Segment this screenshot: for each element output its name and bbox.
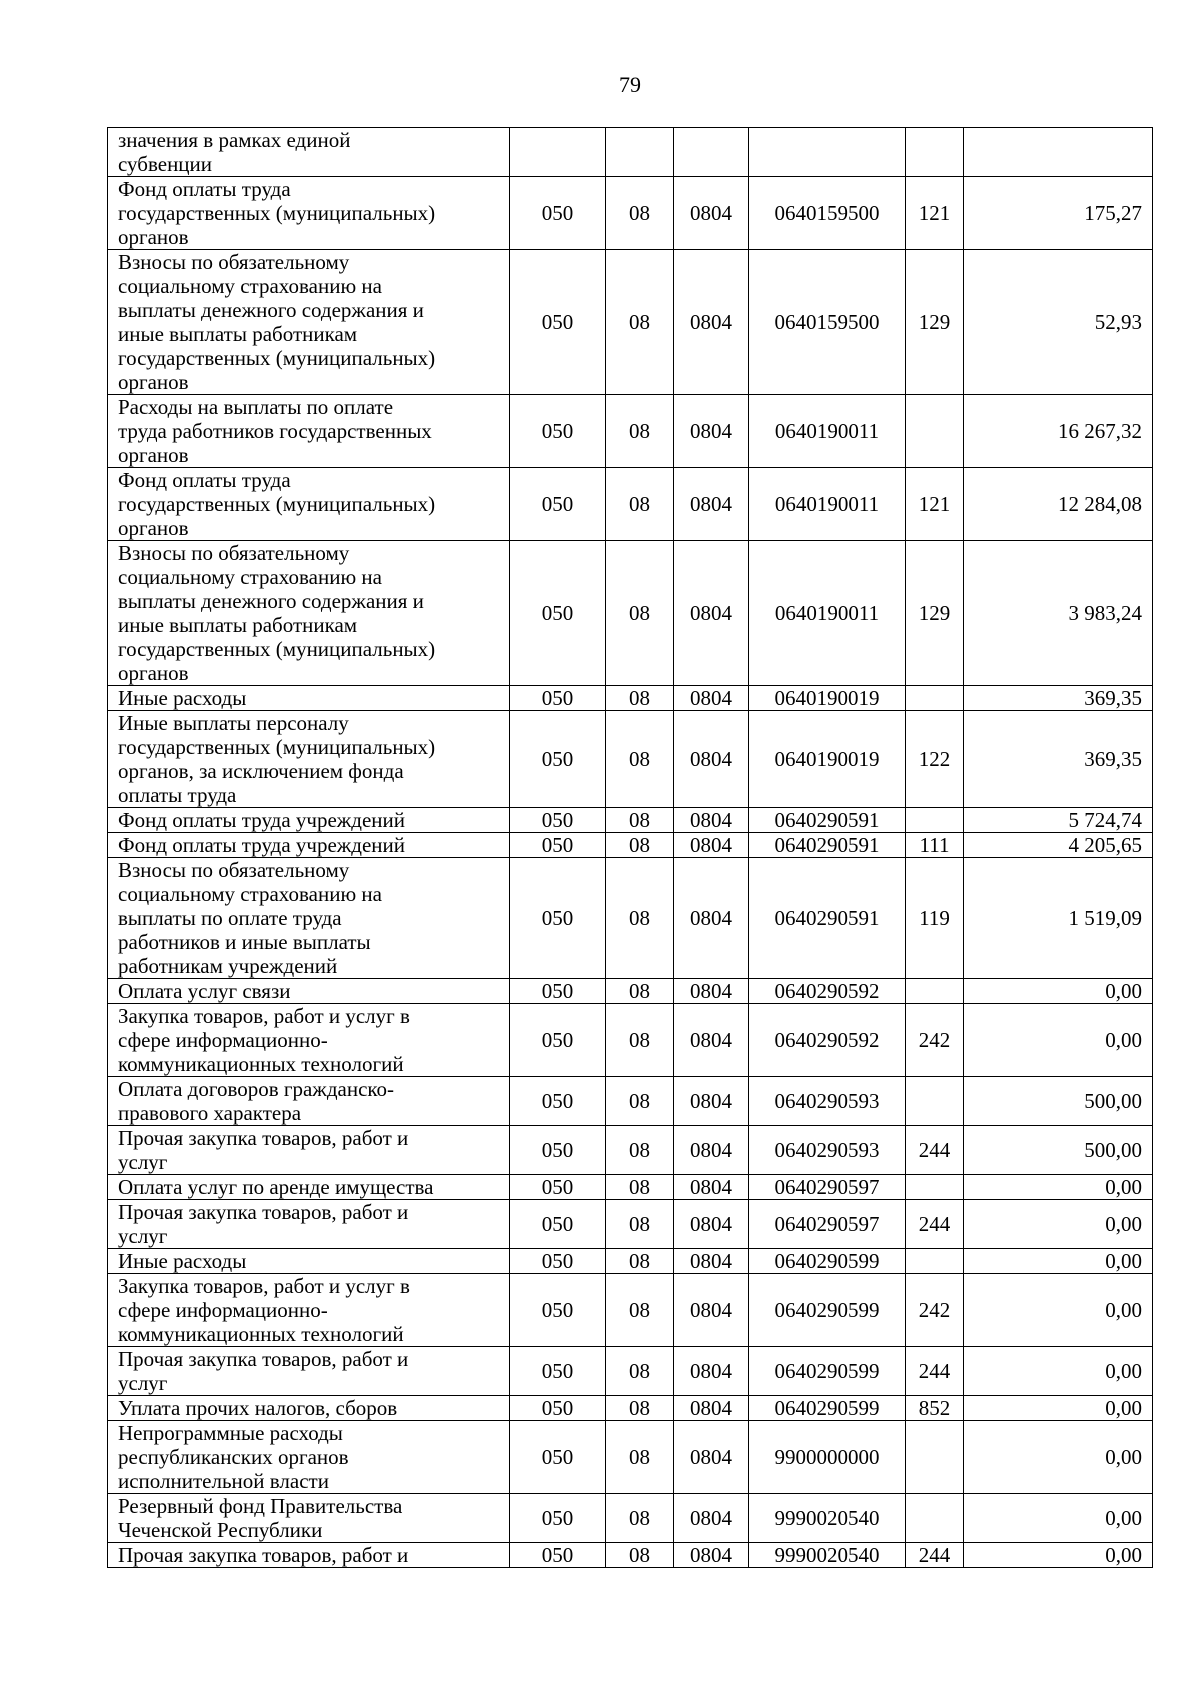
row-amount: 369,35 [964, 711, 1153, 808]
row-name: Фонд оплаты труда учреждений [108, 808, 510, 833]
row-section-code: 08 [606, 711, 674, 808]
row-section-code: 08 [606, 1396, 674, 1421]
row-section-code: 08 [606, 1274, 674, 1347]
row-target-code: 0640290599 [749, 1249, 906, 1274]
row-subsection-code: 0804 [674, 808, 749, 833]
row-name: Иные выплаты персоналу государственных (муниципальных) органов, за исключением фонда оплаты труда [108, 711, 510, 808]
row-amount [964, 128, 1153, 177]
row-subsection-code: 0804 [674, 833, 749, 858]
row-target-code: 0640290597 [749, 1200, 906, 1249]
row-expense-type-code: 242 [906, 1274, 964, 1347]
row-subsection-code: 0804 [674, 1249, 749, 1274]
row-subsection-code: 0804 [674, 395, 749, 468]
row-expense-type-code [906, 1077, 964, 1126]
row-amount: 500,00 [964, 1126, 1153, 1175]
table-row [108, 833, 1153, 858]
row-gr-code: 050 [510, 541, 606, 686]
row-name: Взносы по обязательному социальному страхованию на выплаты денежного содержания и иные выплаты работникам государственных (муниципальных) органов [108, 541, 510, 686]
row-gr-code: 050 [510, 711, 606, 808]
row-target-code: 0640290593 [749, 1126, 906, 1175]
row-target-code: 0640290593 [749, 1077, 906, 1126]
table-row [108, 1494, 1153, 1543]
row-section-code: 08 [606, 833, 674, 858]
row-subsection-code: 0804 [674, 1274, 749, 1347]
table-row [108, 1077, 1153, 1126]
row-name: Непрограммные расходы республиканских органов исполнительной власти [108, 1421, 510, 1494]
budget-table [107, 127, 1153, 1568]
page-number: 79 [619, 72, 641, 97]
row-gr-code: 050 [510, 1249, 606, 1274]
row-amount: 500,00 [964, 1077, 1153, 1126]
row-expense-type-code: 244 [906, 1200, 964, 1249]
row-target-code: 0640190011 [749, 468, 906, 541]
row-target-code: 0640159500 [749, 177, 906, 250]
row-gr-code: 050 [510, 833, 606, 858]
row-amount: 0,00 [964, 1274, 1153, 1347]
table-row [108, 858, 1153, 979]
row-amount: 3 983,24 [964, 541, 1153, 686]
row-target-code: 0640290591 [749, 858, 906, 979]
row-target-code: 0640290592 [749, 1004, 906, 1077]
row-name: Оплата услуг по аренде имущества [108, 1175, 510, 1200]
row-amount: 0,00 [964, 1175, 1153, 1200]
row-subsection-code: 0804 [674, 711, 749, 808]
row-amount: 5 724,74 [964, 808, 1153, 833]
table-row [108, 1347, 1153, 1396]
row-gr-code: 050 [510, 1421, 606, 1494]
table-row [108, 128, 1153, 177]
table-row [108, 808, 1153, 833]
row-subsection-code: 0804 [674, 541, 749, 686]
row-amount: 175,27 [964, 177, 1153, 250]
row-subsection-code: 0804 [674, 1347, 749, 1396]
row-section-code: 08 [606, 858, 674, 979]
row-section-code: 08 [606, 541, 674, 686]
row-target-code: 0640190019 [749, 711, 906, 808]
row-gr-code: 050 [510, 1274, 606, 1347]
table-row [108, 1175, 1153, 1200]
row-target-code: 0640190011 [749, 395, 906, 468]
table-row [108, 468, 1153, 541]
row-amount: 0,00 [964, 979, 1153, 1004]
row-amount: 0,00 [964, 1396, 1153, 1421]
row-gr-code: 050 [510, 1543, 606, 1568]
row-expense-type-code [906, 1175, 964, 1200]
row-section-code: 08 [606, 1200, 674, 1249]
row-expense-type-code [906, 395, 964, 468]
row-gr-code: 050 [510, 1004, 606, 1077]
row-amount: 0,00 [964, 1249, 1153, 1274]
row-expense-type-code [906, 1421, 964, 1494]
row-amount: 0,00 [964, 1004, 1153, 1077]
row-name: Резервный фонд Правительства Чеченской Республики [108, 1494, 510, 1543]
row-expense-type-code: 129 [906, 541, 964, 686]
row-gr-code [510, 128, 606, 177]
row-subsection-code: 0804 [674, 177, 749, 250]
row-name: Взносы по обязательному социальному страхованию на выплаты денежного содержания и иные выплаты работникам государственных (муниципальных) органов [108, 250, 510, 395]
row-name: Прочая закупка товаров, работ и услуг [108, 1347, 510, 1396]
row-name: Иные расходы [108, 686, 510, 711]
row-target-code: 0640290599 [749, 1274, 906, 1347]
row-name: Оплата договоров гражданско- правового характера [108, 1077, 510, 1126]
row-subsection-code: 0804 [674, 1421, 749, 1494]
row-name: значения в рамках единой субвенции [108, 128, 510, 177]
row-expense-type-code: 122 [906, 711, 964, 808]
row-expense-type-code: 852 [906, 1396, 964, 1421]
table-row [108, 1543, 1153, 1568]
table-row [108, 1421, 1153, 1494]
row-section-code: 08 [606, 979, 674, 1004]
table-row [108, 1396, 1153, 1421]
row-section-code: 08 [606, 468, 674, 541]
row-subsection-code: 0804 [674, 979, 749, 1004]
table-row [108, 177, 1153, 250]
row-gr-code: 050 [510, 1396, 606, 1421]
table-row [108, 979, 1153, 1004]
row-section-code: 08 [606, 1421, 674, 1494]
table-row [108, 250, 1153, 395]
row-amount: 16 267,32 [964, 395, 1153, 468]
row-gr-code: 050 [510, 1494, 606, 1543]
row-amount: 0,00 [964, 1543, 1153, 1568]
row-target-code: 9900000000 [749, 1421, 906, 1494]
row-amount: 0,00 [964, 1494, 1153, 1543]
row-expense-type-code: 244 [906, 1543, 964, 1568]
table-row [108, 1274, 1153, 1347]
row-amount: 0,00 [964, 1421, 1153, 1494]
table-row [108, 1126, 1153, 1175]
row-section-code: 08 [606, 1543, 674, 1568]
row-amount: 369,35 [964, 686, 1153, 711]
row-target-code: 0640190011 [749, 541, 906, 686]
row-section-code: 08 [606, 1175, 674, 1200]
row-amount: 0,00 [964, 1347, 1153, 1396]
row-name: Расходы на выплаты по оплате труда работников государственных органов [108, 395, 510, 468]
table-row [108, 1200, 1153, 1249]
row-section-code: 08 [606, 1077, 674, 1126]
row-name: Фонд оплаты труда государственных (муниципальных) органов [108, 468, 510, 541]
table-row [108, 541, 1153, 686]
row-expense-type-code [906, 1494, 964, 1543]
row-gr-code: 050 [510, 808, 606, 833]
row-amount: 0,00 [964, 1200, 1153, 1249]
row-subsection-code: 0804 [674, 1200, 749, 1249]
row-subsection-code: 0804 [674, 1543, 749, 1568]
row-section-code: 08 [606, 1004, 674, 1077]
row-name: Оплата услуг связи [108, 979, 510, 1004]
row-section-code: 08 [606, 1126, 674, 1175]
row-name: Закупка товаров, работ и услуг в сфере информационно- коммуникационных технологий [108, 1274, 510, 1347]
row-target-code: 0640290591 [749, 808, 906, 833]
row-name: Фонд оплаты труда государственных (муниципальных) органов [108, 177, 510, 250]
row-gr-code: 050 [510, 1200, 606, 1249]
row-expense-type-code [906, 1249, 964, 1274]
row-name: Прочая закупка товаров, работ и [108, 1543, 510, 1568]
row-expense-type-code: 121 [906, 177, 964, 250]
row-subsection-code [674, 128, 749, 177]
row-gr-code: 050 [510, 177, 606, 250]
row-gr-code: 050 [510, 686, 606, 711]
row-target-code [749, 128, 906, 177]
table-row [108, 395, 1153, 468]
row-target-code: 0640290599 [749, 1347, 906, 1396]
row-gr-code: 050 [510, 979, 606, 1004]
row-target-code: 9990020540 [749, 1543, 906, 1568]
row-target-code: 0640290599 [749, 1396, 906, 1421]
row-target-code: 0640190019 [749, 686, 906, 711]
row-subsection-code: 0804 [674, 1126, 749, 1175]
row-amount: 4 205,65 [964, 833, 1153, 858]
row-gr-code: 050 [510, 858, 606, 979]
table-row [108, 1249, 1153, 1274]
row-amount: 12 284,08 [964, 468, 1153, 541]
row-gr-code: 050 [510, 468, 606, 541]
row-section-code: 08 [606, 1494, 674, 1543]
row-name: Взносы по обязательному социальному страхованию на выплаты по оплате труда работников и иные выплаты работникам учреждений [108, 858, 510, 979]
row-expense-type-code [906, 979, 964, 1004]
row-section-code: 08 [606, 686, 674, 711]
row-subsection-code: 0804 [674, 468, 749, 541]
row-expense-type-code: 244 [906, 1126, 964, 1175]
row-gr-code: 050 [510, 1175, 606, 1200]
row-subsection-code: 0804 [674, 250, 749, 395]
row-expense-type-code: 119 [906, 858, 964, 979]
row-subsection-code: 0804 [674, 1077, 749, 1126]
row-expense-type-code: 129 [906, 250, 964, 395]
row-section-code: 08 [606, 250, 674, 395]
row-name: Уплата прочих налогов, сборов [108, 1396, 510, 1421]
row-target-code: 0640159500 [749, 250, 906, 395]
row-section-code: 08 [606, 1249, 674, 1274]
row-section-code [606, 128, 674, 177]
row-expense-type-code [906, 686, 964, 711]
row-name: Закупка товаров, работ и услуг в сфере информационно- коммуникационных технологий [108, 1004, 510, 1077]
row-subsection-code: 0804 [674, 1004, 749, 1077]
row-target-code: 0640290597 [749, 1175, 906, 1200]
row-name: Прочая закупка товаров, работ и услуг [108, 1200, 510, 1249]
row-amount: 1 519,09 [964, 858, 1153, 979]
row-expense-type-code [906, 128, 964, 177]
row-name: Иные расходы [108, 1249, 510, 1274]
row-expense-type-code: 111 [906, 833, 964, 858]
row-subsection-code: 0804 [674, 1494, 749, 1543]
row-gr-code: 050 [510, 250, 606, 395]
row-gr-code: 050 [510, 1126, 606, 1175]
row-gr-code: 050 [510, 1077, 606, 1126]
row-amount: 52,93 [964, 250, 1153, 395]
row-target-code: 0640290591 [749, 833, 906, 858]
row-subsection-code: 0804 [674, 858, 749, 979]
row-expense-type-code: 244 [906, 1347, 964, 1396]
row-name: Прочая закупка товаров, работ и услуг [108, 1126, 510, 1175]
row-subsection-code: 0804 [674, 686, 749, 711]
row-section-code: 08 [606, 1347, 674, 1396]
row-target-code: 0640290592 [749, 979, 906, 1004]
row-subsection-code: 0804 [674, 1175, 749, 1200]
row-expense-type-code: 242 [906, 1004, 964, 1077]
row-section-code: 08 [606, 177, 674, 250]
row-gr-code: 050 [510, 1347, 606, 1396]
row-expense-type-code [906, 808, 964, 833]
table-row [108, 686, 1153, 711]
row-gr-code: 050 [510, 395, 606, 468]
row-subsection-code: 0804 [674, 1396, 749, 1421]
row-expense-type-code: 121 [906, 468, 964, 541]
row-section-code: 08 [606, 808, 674, 833]
row-target-code: 9990020540 [749, 1494, 906, 1543]
row-name: Фонд оплаты труда учреждений [108, 833, 510, 858]
row-section-code: 08 [606, 395, 674, 468]
table-row [108, 1004, 1153, 1077]
table-row [108, 711, 1153, 808]
